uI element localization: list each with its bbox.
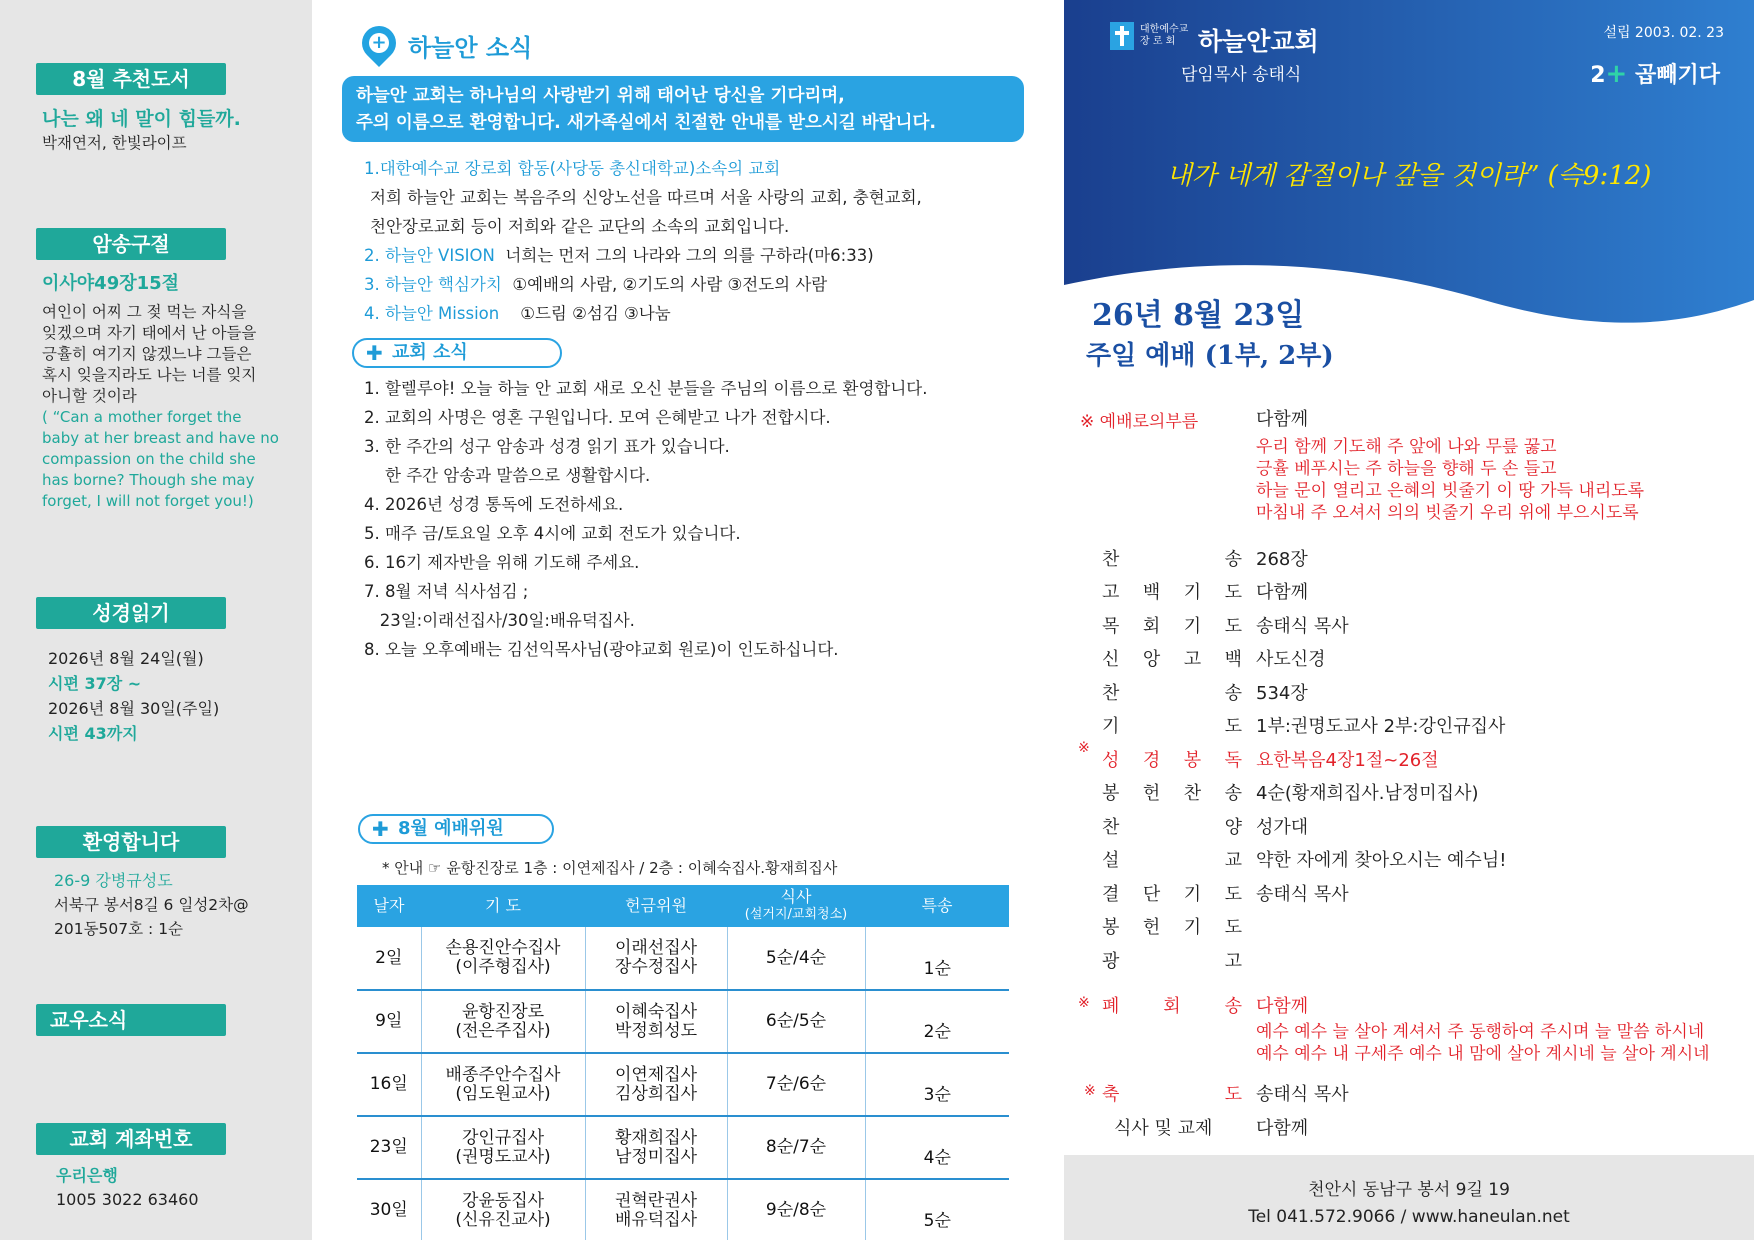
blessing-mark: ※ [1084,1083,1096,1099]
double-logo: 2+ 곱빼기다 [1590,59,1720,89]
welcome-name: 26-9 강병규성도 [54,871,173,890]
order-value: 송태식 목사 [1256,616,1349,637]
roster-note: * 안내 ☞ 윤항진장로 1층 : 이연제집사 / 2층 : 이혜숙집사.황재희집사 [382,859,838,877]
order-label: 결 단 기 도 [1102,884,1242,905]
news-item: 2. 교회의 사명은 영혼 구원입니다. 모여 은혜받고 나가 전합시다. [364,408,831,427]
order-label: 신 앙 고 백 [1102,649,1242,670]
news-section-title: 하늘안 소식 [408,34,533,62]
welcome-heading: 환영합니다 [36,826,226,858]
order-value: 요한복음4장1절~26절 [1256,750,1439,771]
service-title: 주일 예배 (1부, 2부) [1086,341,1334,371]
benediction-label: 축 도 [1102,1084,1242,1105]
cross-logo-icon [1110,22,1134,50]
order-value: 1부:권명도교사 2부:강인규집사 [1256,716,1506,737]
table-row: 2일 손용진안수집사 (이주형집사) 이래선집사 장수정집사 5순/4순 1순 [357,927,1009,990]
location-pin-icon: + [355,19,403,67]
left-sidebar [0,0,312,1240]
news-item: 4. 2026년 성경 통독에 도전하세요. [364,495,624,514]
established-date: 설립 2003. 02. 23 [1603,25,1724,41]
header-banner [1064,0,1754,330]
middle-column [312,0,1064,1240]
denomination: 대한예수교 장 로 회 [1140,24,1189,47]
order-label: 찬 양 [1102,817,1242,838]
news-item: 23일:이래선집사/30일:배유덕집사. [364,611,635,630]
order-value: 성가대 [1256,817,1309,838]
welcome-addr2: 201동507호 : 1순 [54,920,184,938]
order-label: 기 도 [1102,716,1242,737]
pastor-name: 담임목사 송태식 [1181,65,1302,85]
memory-ref: 이사야49장15절 [42,273,180,294]
table-row: 16일 배종주안수집사 (임도원교사) 이연제집사 김상희집사 7순/6순 3순 [357,1053,1009,1116]
order-label: 찬 송 [1102,549,1242,570]
roster-table [357,885,1009,1240]
call-to-worship-value: 다함께 [1256,409,1309,430]
order-value: 사도신경 [1256,649,1326,670]
account-number: 1005 3022 63460 [56,1190,199,1209]
welcome-banner: 하늘안 교회는 하나님의 사랑받기 위해 태어난 당신을 기다리며, 주의 이름으로 환영합니다. 새가족실에서 친절한 안내를 받으시길 바랍니다. [342,76,1024,142]
memory-heading: 암송구절 [36,228,226,260]
closing-mark: ※ [1078,995,1090,1011]
order-label: 고 백 기 도 [1102,582,1242,603]
col-special: 특송 [865,885,1009,927]
col-prayer: 기 도 [421,885,585,927]
reading-to-date: 2026년 8월 30일(주일) [48,699,220,718]
order-value: 다함께 [1256,582,1309,603]
book-title: 나는 왜 네 말이 힘들까. [42,108,241,130]
closing-hymn-label: 폐 회 송 [1102,996,1242,1017]
closing-hymn-value: 다함께 [1256,996,1309,1017]
church-news-title: ✚ 교회 소식 [352,338,562,368]
order-label: 봉 헌 기 도 [1102,917,1242,938]
reading-from-ref: 시편 37장 ~ [48,674,142,693]
news-heading: 교우소식 [36,1004,226,1036]
account-bank: 우리은행 [56,1166,118,1185]
plus-icon: ✚ [372,817,389,841]
reading-from-date: 2026년 8월 24일(월) [48,649,204,668]
reading-to-ref: 시편 43까지 [48,724,138,743]
order-value: 4순(황재희집사.남정미집사) [1256,783,1479,804]
intro-item4: 4. 하늘안 Mission ①드림 ②섬김 ③나눔 [364,304,671,323]
order-label: 성 경 봉 독 [1102,750,1242,771]
news-item: 한 주간 암송과 말씀으로 생활합시다. [364,466,651,485]
col-offering: 헌금위원 [585,885,727,927]
book-heading: 8월 추천도서 [36,63,226,95]
table-row: 9일 윤항진장로 (전은주집사) 이혜숙집사 박정희성도 6순/5순 2순 [357,990,1009,1053]
order-label: 광 고 [1102,951,1242,972]
table-row: 30일 강윤동집사 (신유진교사) 권혁란권사 배유덕집사 9순/8순 5순 [357,1179,1009,1240]
news-item: 7. 8월 저녁 식사섬김 ; [364,582,529,601]
memory-verse: 여인이 어찌 그 젖 먹는 자식을 잊겠으며 자기 태에서 난 아들을 긍휼히 여기지 않겠느냐 그들은 혹시 잊을지라도 나는 너를 잊지 아니할 것이라 [42,303,257,405]
table-row: 23일 강인규집사 (권명도교사) 황재희집사 남정미집사 8순/7순 4순 [357,1116,1009,1179]
footer [1064,1155,1754,1240]
theme-verse: 내가 네게 갑절이나 갚을 것이라” (슥9:12) [1166,161,1652,191]
closing-lyrics: 예수 예수 늘 살아 계셔서 주 동행하여 주시며 늘 말씀 하시네 예수 예수 내 구세주 예수 내 맘에 살아 계시네 늘 살아 계시네 [1256,1022,1710,1064]
plus-icon: ✚ [366,341,383,365]
intro-item1-line1: 저희 하늘안 교회는 복음주의 신앙노선을 따르며 서울 사랑의 교회, 충현교회, [370,188,922,207]
intro-item3: 3. 하늘안 핵심가치 ①예배의 사람, ②기도의 사람 ③전도의 사람 [364,275,828,294]
news-item: 1. 할렐루야! 오늘 하늘 안 교회 새로 오신 분들을 주님의 이름으로 환영합니다. [364,379,928,398]
account-heading: 교회 계좌번호 [36,1123,226,1155]
order-value: 268장 [1256,549,1308,570]
memory-english: ( “Can a mother forget the baby at her breast and have no compassion on the child she has borne? Though she may forget, I will not forget you!) [42,408,279,510]
fellowship-value: 다함께 [1256,1118,1309,1139]
intro-item1-title: 1.대한예수교 장로회 합동(사당동 총신대학교)소속의 교회 [364,159,781,178]
news-item: 6. 16기 제자반을 위해 기도해 주세요. [364,553,640,572]
call-lyrics: 우리 함께 기도해 주 앞에 나와 무릎 꿇고 긍휼 베푸시는 주 하늘을 향해 두 손 들고 하늘 문이 열리고 은혜의 빗줄기 이 땅 가득 내리도록 마침내 주 오셔서 의의 빗줄기 우리 위에 부으시도록 [1256,437,1645,523]
order-label: 찬 송 [1102,683,1242,704]
church-contact: Tel 041.572.9066 / www.haneulan.net [1248,1207,1570,1227]
right-panel [1064,0,1754,1240]
order-label: 봉 헌 찬 송 [1102,783,1242,804]
order-value: 534장 [1256,683,1308,704]
fellowship-label: 식사 및 교제 [1114,1118,1213,1139]
order-label: 설 교 [1102,850,1242,871]
news-item: 8. 오늘 오후예배는 김선익목사님(광야교회 원로)이 인도하십니다. [364,640,839,659]
church-name: 하늘안교회 [1198,27,1319,56]
col-date: 날자 [357,885,421,927]
service-date: 26년 8월 23일 [1092,298,1305,333]
reading-mark: ※ [1078,740,1090,756]
benediction-value: 송태식 목사 [1256,1084,1349,1105]
church-address: 천안시 동남구 봉서 9길 19 [1308,1180,1510,1200]
order-value: 송태식 목사 [1256,884,1349,905]
order-label: 목 회 기 도 [1102,616,1242,637]
welcome-addr1: 서북구 봉서8길 6 일성2차@ [54,896,249,914]
news-item: 5. 매주 금/토요일 오후 4시에 교회 전도가 있습니다. [364,524,741,543]
roster-title: ✚ 8월 예배위원 [358,814,554,844]
order-value: 약한 자에게 찾아오시는 예수님! [1256,850,1507,871]
call-to-worship-label: ※ 예배로의부름 [1080,412,1199,432]
col-meal: 식사 (설거지/교회청소) [727,885,865,927]
reading-heading: 성경읽기 [36,597,226,629]
news-item: 3. 한 주간의 성구 암송과 성경 읽기 표가 있습니다. [364,437,730,456]
book-author: 박재연저, 한빛라이프 [42,134,187,152]
intro-item2: 2. 하늘안 VISION 너희는 먼저 그의 나라와 그의 의를 구하라(마6:33) [364,246,874,265]
intro-item1-line2: 천안장로교회 등이 저희와 같은 교단의 소속의 교회입니다. [370,217,790,236]
